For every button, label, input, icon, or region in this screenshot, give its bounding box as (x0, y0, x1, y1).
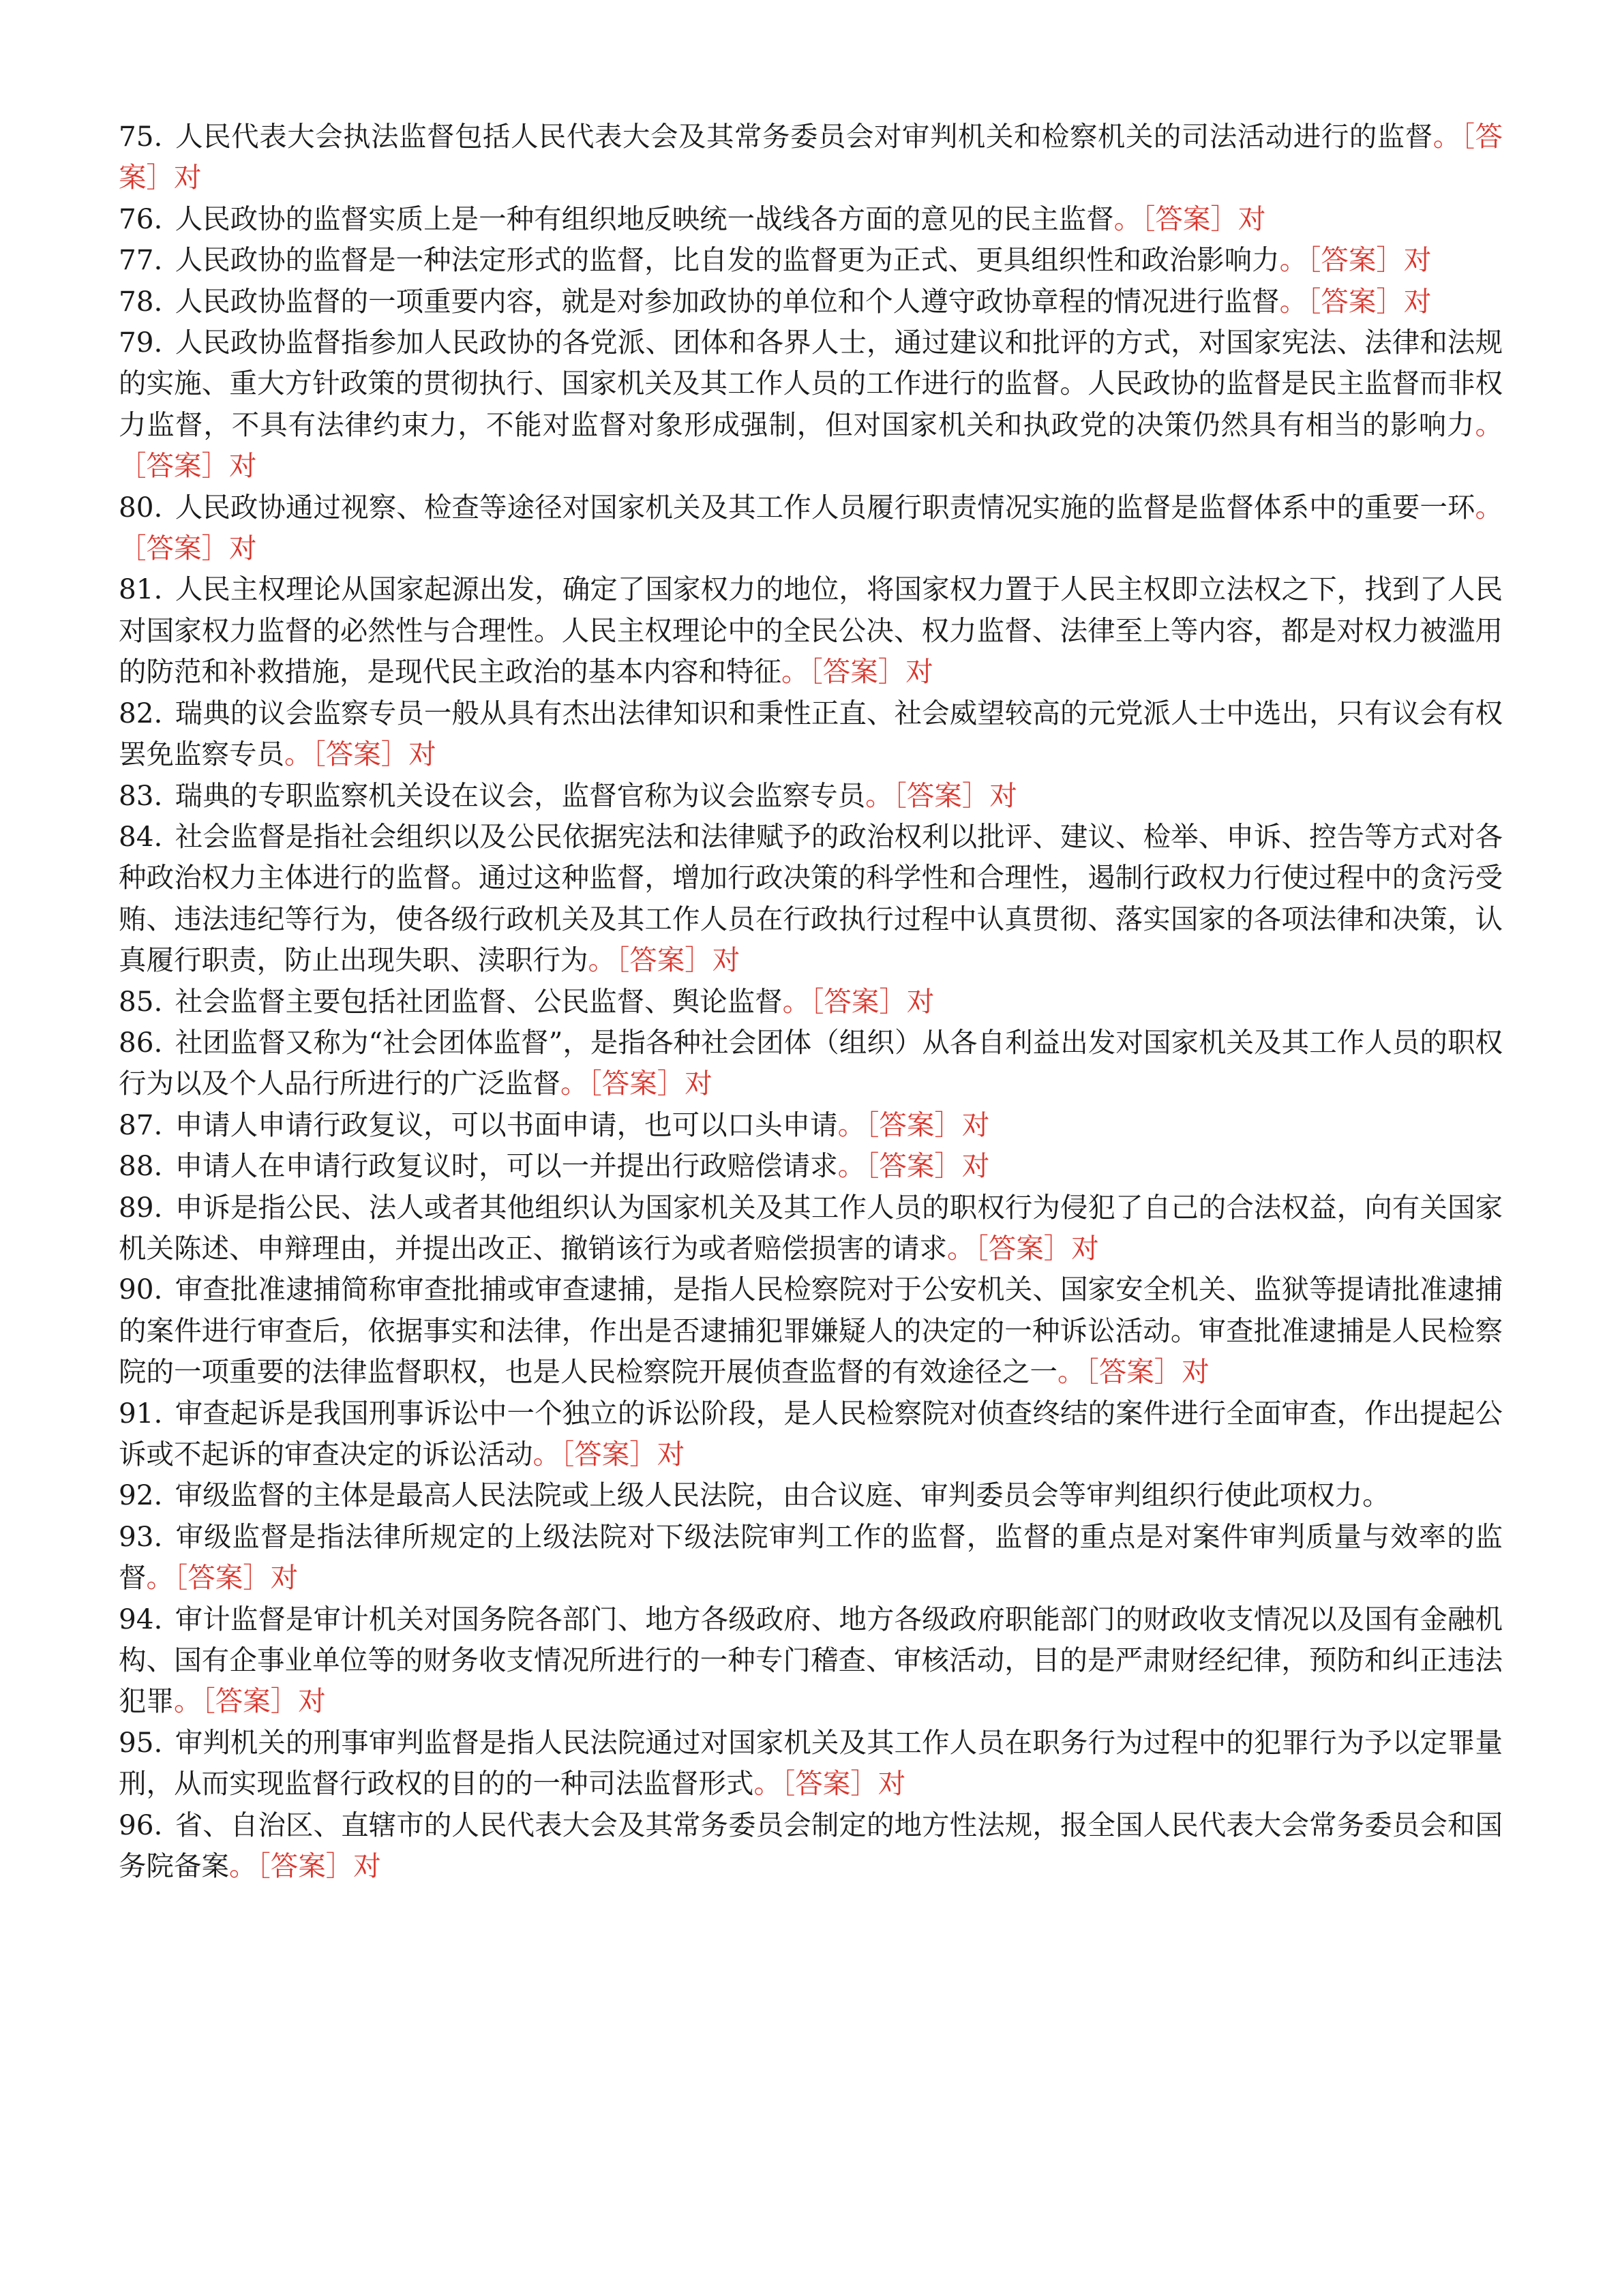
question-end-mark: 。 (229, 1849, 257, 1883)
question-end-mark: 。 (588, 943, 616, 977)
question-item (119, 775, 1503, 816)
answer-tag: ［答案］ (119, 120, 1503, 194)
answer-value: 对 (229, 449, 257, 483)
question-number: 84. (119, 819, 163, 853)
answer-value: 对 (961, 1149, 990, 1183)
question-number: 78. (119, 284, 163, 318)
question-item (119, 1269, 1503, 1392)
question-number: 75. (119, 120, 163, 153)
answer-tag: ［答案］ (781, 1767, 878, 1800)
question-number: 79. (119, 326, 163, 359)
question-number: 89. (119, 1190, 163, 1224)
question-number: 81. (119, 573, 163, 606)
answer-tag: ［答案］ (201, 1685, 299, 1718)
question-text: 社团监督又称为“社会团体监督”，是指各种社会团体（组织）从各自利益出发对国家机关及其工作人员的职权行为以及个人品行所进行的广泛监督 (119, 1025, 1503, 1100)
answer-tag: ［答案］ (865, 1149, 962, 1183)
question-text: 申请人申请行政复议，可以书面申请，也可以口头申请 (175, 1108, 838, 1141)
question-text: 人民主权理论从国家起源出发，确定了国家权力的地位，将国家权力置于人民主权即立法权之下，找到了人民对国家权力监督的必然性与合理性。人民主权理论中的全民公决、权力监督、法律至上等内容，都是对权力被滥用的防范和补救措施，是现代民主政治的基本内容和特征 (119, 573, 1503, 689)
question-text: 社会监督是指社会组织以及公民依据宪法和法律赋予的政治权利以批评、建议、检举、申诉、控告等方式对各种政治权力主体进行的监督。通过这种监督，增加行政决策的科学性和合理性，遏制行政权力行使过程中的贪污受贿、违法违纪等行为，使各级行政机关及其工作人员在行政执行过程中认真贯彻、落实国家的各项法律和决策，认真履行职责，防止出现失职、渎职行为 (119, 819, 1503, 977)
question-number: 91. (119, 1396, 163, 1430)
answer-value: 对 (685, 1067, 712, 1100)
answer-value: 对 (298, 1685, 326, 1718)
question-text: 人民代表大会执法监督包括人民代表大会及其常务委员会对审判机关和检察机关的司法活动进行的监督 (175, 120, 1433, 153)
question-item (119, 281, 1503, 322)
question-end-mark: 。 (1279, 284, 1308, 318)
question-item (119, 1145, 1503, 1186)
question-text: 省、自治区、直辖市的人民代表大会及其常务委员会制定的地方性法规，报全国人民代表大会常务委员会和国务院备案 (119, 1808, 1503, 1883)
question-end-mark: 。 (753, 1767, 781, 1800)
question-item (119, 816, 1503, 981)
question-text: 人民政协监督指参加人民政协的各党派、团体和各界人士，通过建议和批评的方式，对国家宪法、法律和法规的实施、重大方针政策的贯彻执行、国家机关及其工作人员的工作进行的监督。人民政协的监督是民主监督而非权力监督，不具有法律约束力，不能对监督对象形成强制，但对国家机关和执政党的决策仍然具有相当的影响力 (119, 326, 1503, 441)
question-number: 87. (119, 1108, 163, 1141)
question-item (119, 1599, 1503, 1722)
question-item (119, 1516, 1503, 1599)
question-end-mark: 。 (532, 1438, 560, 1470)
question-text: 人民政协监督的一项重要内容，就是对参加政协的单位和个人遵守政协章程的情况进行监督 (175, 284, 1280, 318)
question-number: 92. (119, 1479, 163, 1512)
answer-tag: ［答案］ (809, 655, 906, 689)
answer-value: 对 (989, 779, 1017, 812)
answer-tag: ［答案］ (974, 1231, 1072, 1265)
question-text: 人民政协通过视察、检查等途径对国家机关及其工作人员履行职责情况实施的监督是监督体系中的重要一环 (175, 490, 1475, 524)
question-item (119, 322, 1503, 487)
question-number: 95. (119, 1725, 163, 1759)
answer-value: 对 (877, 1767, 906, 1800)
question-end-mark: 。 (1475, 490, 1503, 524)
question-end-mark: 。 (947, 1231, 975, 1265)
question-number: 83. (119, 779, 163, 812)
question-text: 社会监督主要包括社团监督、公民监督、舆论监督 (175, 984, 783, 1018)
answer-tag: ［答案］ (119, 532, 229, 565)
answer-tag: ［答案］ (1085, 1355, 1182, 1389)
question-item (119, 487, 1503, 569)
question-number: 85. (119, 984, 163, 1018)
question-end-mark: 。 (782, 984, 811, 1018)
question-number: 94. (119, 1602, 163, 1635)
answer-tag: ［答案］ (892, 779, 990, 812)
answer-value: 对 (1071, 1231, 1099, 1265)
question-number: 80. (119, 490, 163, 524)
question-number: 77. (119, 243, 163, 277)
answer-tag: ［答案］ (865, 1108, 962, 1141)
question-end-mark: 。 (1432, 120, 1461, 153)
question-item (119, 1022, 1503, 1104)
question-text: 审级监督是指法律所规定的上级法院对下级法院审判工作的监督，监督的重点是对案件审判质量与效率的监督 (119, 1520, 1503, 1595)
answer-value: 对 (270, 1561, 299, 1595)
answer-value: 对 (906, 984, 935, 1018)
question-text: 申诉是指公民、法人或者其他组织认为国家机关及其工作人员的职权行为侵犯了自己的合法权益，向有关国家机关陈述、申辩理由，并提出改正、撤销该行为或者赔偿损害的请求 (119, 1190, 1503, 1265)
answer-tag: ［答案］ (312, 738, 409, 771)
answer-tag: ［答案］ (810, 984, 907, 1018)
question-end-mark: 。 (146, 1561, 174, 1595)
question-end-mark: 。 (1058, 1355, 1085, 1389)
answer-tag: ［答案］ (119, 449, 229, 483)
question-end-mark: 。 (837, 1149, 866, 1183)
question-end-mark: 。 (560, 1067, 588, 1100)
answer-value: 对 (408, 738, 436, 771)
question-item (119, 239, 1503, 280)
question-end-mark: 。 (865, 779, 893, 812)
answer-value: 对 (353, 1849, 381, 1883)
answer-tag: ［答案］ (256, 1849, 354, 1883)
question-end-mark: 。 (174, 1685, 202, 1718)
question-end-mark: 。 (1279, 243, 1308, 277)
question-number: 86. (119, 1025, 163, 1059)
answer-tag: ［答案］ (1307, 284, 1404, 318)
question-item (119, 116, 1503, 198)
question-text: 审判机关的刑事审判监督是指人民法院通过对国家机关及其工作人员在职务行为过程中的犯罪行为予以定罪量刑，从而实现监督行政权的目的的一种司法监督形式 (119, 1725, 1503, 1800)
answer-value: 对 (1403, 284, 1432, 318)
question-number: 93. (119, 1520, 163, 1553)
question-text: 审查批准逮捕简称审查批捕或审查逮捕，是指人民检察院对于公安机关、国家安全机关、监狱等提请批准逮捕的案件进行审查后，依据事实和法律，作出是否逮捕犯罪嫌疑人的决定的一种诉讼活动。审查批准逮捕是人民检察院的一项重要的法律监督职权，也是人民检察院开展侦查监督的有效途径之一 (119, 1273, 1503, 1389)
question-item (119, 1104, 1503, 1145)
answer-tag: ［答案］ (1307, 243, 1404, 277)
answer-value: 对 (712, 943, 740, 977)
question-text: 人民政协的监督是一种法定形式的监督，比自发的监督更为正式、更具组织性和政治影响力 (175, 243, 1280, 277)
answer-value: 对 (657, 1438, 685, 1470)
answer-value: 对 (1238, 202, 1266, 235)
answer-value: 对 (961, 1108, 990, 1141)
question-list (119, 116, 1503, 1886)
question-text: 审查起诉是我国刑事诉讼中一个独立的诉讼阶段，是人民检察院对侦查终结的案件进行全面审查，作出提起公诉或不起诉的审查决定的诉讼活动 (119, 1396, 1503, 1470)
question-end-mark: 。 (284, 738, 312, 771)
answer-tag: ［答案］ (560, 1438, 657, 1470)
answer-tag: ［答案］ (616, 943, 712, 977)
answer-value: 对 (174, 161, 202, 194)
question-item (119, 1804, 1503, 1887)
question-item (119, 981, 1503, 1022)
question-item (119, 1722, 1503, 1804)
question-item (119, 1187, 1503, 1269)
answer-value: 对 (229, 532, 257, 565)
question-number: 90. (119, 1273, 163, 1306)
question-text: 人民政协的监督实质上是一种有组织地反映统一战线各方面的意见的民主监督 (175, 202, 1114, 235)
answer-tag: ［答案］ (588, 1067, 685, 1100)
question-text: 审计监督是审计机关对国务院各部门、地方各级政府、地方各级政府职能部门的财政收支情况以及国有金融机构、国有企事业单位等的财务收支情况所进行的一种专门稽查、审核活动，目的是严肃财经纪律，预防和纠正违法犯罪 (119, 1602, 1503, 1718)
question-text: 瑞典的专职监察机关设在议会，监督官称为议会监察专员 (175, 779, 866, 812)
question-item (119, 1475, 1503, 1515)
question-end-mark: 。 (1113, 202, 1142, 235)
question-text: 瑞典的议会监察专员一般从具有杰出法律知识和秉性正直、社会威望较高的元党派人士中选出，只有议会有权罢免监察专员 (119, 696, 1503, 771)
question-number: 88. (119, 1149, 163, 1183)
question-item (119, 198, 1503, 239)
answer-value: 对 (1182, 1355, 1210, 1389)
question-text: 审级监督的主体是最高人民法院或上级人民法院，由合议庭、审判委员会等审判组织行使此项权力。 (175, 1479, 1390, 1512)
question-item (119, 569, 1503, 692)
question-number: 76. (119, 202, 163, 235)
question-item (119, 1393, 1503, 1475)
question-text: 申请人在申请行政复议时，可以一并提出行政赔偿请求 (175, 1149, 838, 1183)
question-item (119, 693, 1503, 775)
question-number: 96. (119, 1808, 163, 1841)
question-number: 82. (119, 696, 163, 729)
question-end-mark: 。 (837, 1108, 866, 1141)
answer-tag: ［答案］ (1141, 202, 1238, 235)
question-end-mark: 。 (1475, 408, 1503, 441)
question-end-mark: 。 (781, 655, 809, 689)
answer-value: 对 (905, 655, 933, 689)
answer-value: 对 (1403, 243, 1432, 277)
answer-tag: ［答案］ (174, 1561, 271, 1595)
